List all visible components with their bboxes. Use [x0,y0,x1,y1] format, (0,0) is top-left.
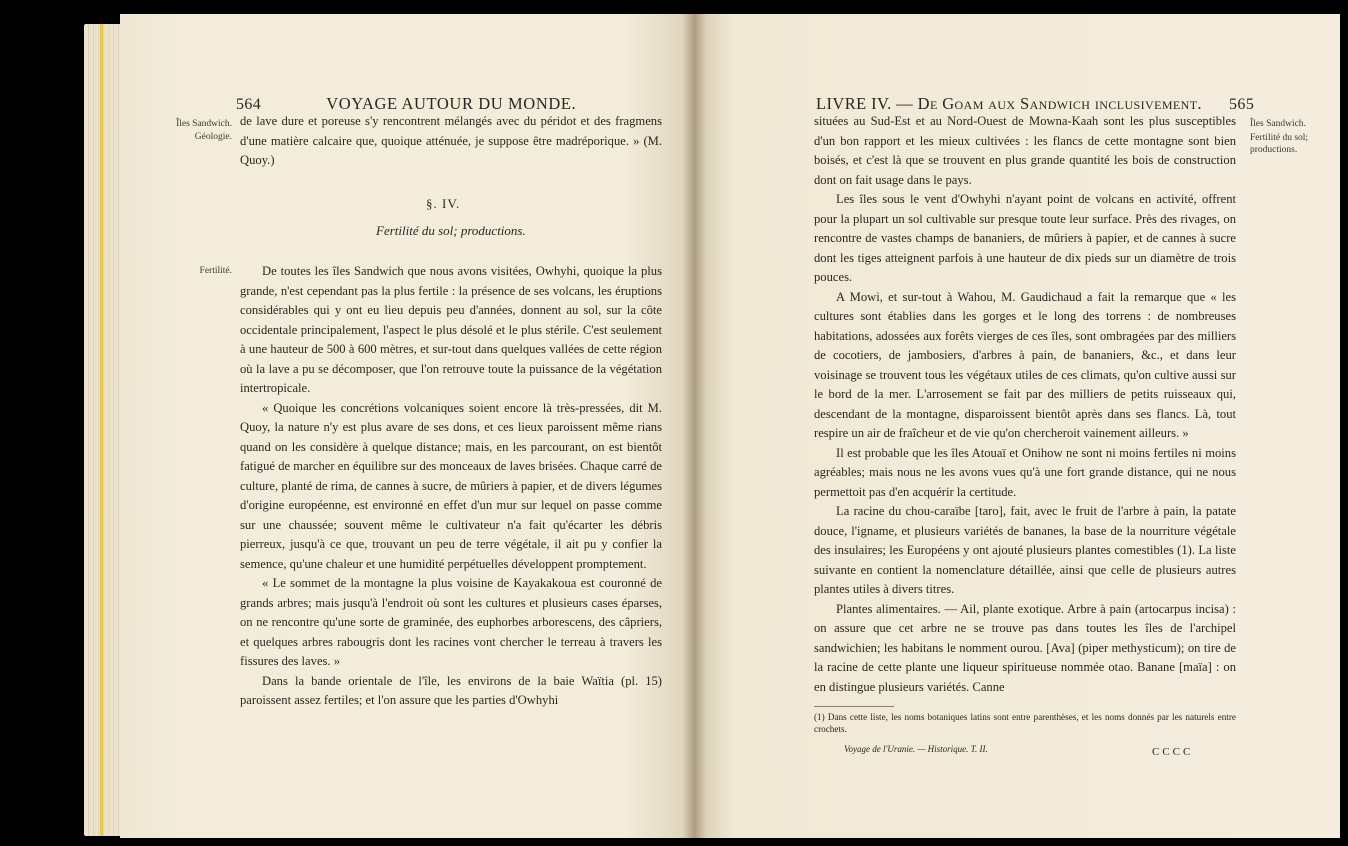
running-title-smallcaps: De Goam aux Sandwich inclusivement. [917,94,1202,113]
left-header [236,94,576,114]
intro-paragraph: de lave dure et poreuse s'y rencontrent mélangés avec du péridot et des fragmens d'une matière calcaire que, quoique atténuée, je suppose être madréporique. » (M. Quoy.) [240,114,662,167]
paragraph: La racine du chou-caraïbe [taro], fait, avec le fruit de l'arbre à pain, la patate douce, l'igname, et plusieurs variétés de bananes, la base de la nourriture végétale des insulaires; les Européens y ont ajouté plusieurs plantes comestibles (1). La liste suivante en contient la nomenclature détaillée, ainsi que celle de plusieurs autres plantes utiles à divers titres. [814,504,1236,596]
gilt-edge [100,24,103,836]
paragraph: Plantes alimentaires. — Ail, plante exotique. Arbre à pain (artocarpus incisa) : on assure que cet arbre ne se trouve pas dans toutes les îles de l'archipel sandwichien; les habitans le nomment ourou. [Ava] (piper methysticum); on tire de la racine de cette plante une liqueur spiritueuse nommée otao. Banane [maïa] : on en distingue plusieurs variétés. Canne [814,601,1236,694]
page-edges [84,24,122,836]
paragraph: De toutes les îles Sandwich que nous avons visitées, Owhyhi, quoique la plus grande, n'est cependant pas la plus fertile : la présence de ses volcans, les éruptions considérables qui y ont eu lieu depuis peu d'années, donnent au sol, sur la côte occidentale principalement, l'aspect le plus désolé et le plus stérile. C'est seulement à une hauteur de 500 à 600 mètres, et sur-tout dans quelques vallées de cette région où la lave a pu se décomposer, que l'on retrouve toute la puissance de la végétation intertropicale. [240,264,662,395]
paragraph: situées au Sud-Est et au Nord-Ouest de Mowna-Kaah sont les plus susceptibles d'un bon rapport et les mieux cultivées : les flancs de cette montagne sont bien boisés, et c'est là que se trouvent en plus grande quantité les bois de construction dont on fait usage dans le pays. [814,114,1236,187]
right-folio: 565 [1229,96,1255,113]
paragraph: « Le sommet de la montagne la plus voisine de Kayakakoua est couronné de grands arbres; mais jusqu'à l'endroit où sont les cultures et plusieurs cases éparses, on ne rencontre qu'une sorte de graminée, des euphorbes arborescens, des câpriers, et quelques arbres rabougris dont les racines vont chercher le terreau à travers les fissures des laves. » [240,576,662,668]
section-number: §. IV. [426,196,461,211]
left-folio: 564 [236,96,262,113]
imprint: Voyage de l'Uranie. — Historique. T. II. [844,744,988,754]
footnote: (1) Dans cette liste, les noms botaniques latins sont entre parenthèses, et les noms donnés par les naturels entre crochets. [814,712,1236,734]
paragraph: « Quoique les concrétions volcaniques soient encore là très-pressées, dit M. Quoy, la nature n'y est plus avare de ses dons, et ces lieux paroissent même rians quand on les considère à quelque distance; mais, en les parcourant, on est bientôt fatigué de marcher en équilibre sur des monceaux de laves brisées. Chaque carré de culture, planté de rima, de cannes à sucre, de mûriers à papier, et de divers légumes d'origine européenne, est environné en effet d'un mur sur lequel on passe comme sur une chaussée; souvent même le cultivateur n'a fait qu'écarter les débris pierreux, jusqu'à ce que, trouvant un peu de terre végétale, il ait pu y confier la semence, qu'une chaleur et une humidité perpétuelles développent promptement. [240,400,662,571]
paragraph: Les îles sous le vent d'Owhyhi n'ayant point de volcans en activité, offrent pour la plupart un sol cultivable sur presque toute leur surface. Près des rivages, on rencontre de vastes champs de bananiers, de mûriers à papier, et de cannes à sucre dont les tiges atteignent parfois à une hauteur de dix pieds sur un diamètre de trois pouces. [814,192,1236,284]
running-title-prefix: LIVRE IV. — [816,94,918,113]
footnote-rule [814,706,894,707]
book-gutter [682,14,706,838]
paragraph: Dans la bande orientale de l'île, les environs de la baie Waïtia (pl. 15) paroissent assez fertiles; et l'on assure que les parties d'Owhyhi [240,673,662,707]
margin-note-fertilite: Fertilité. [199,266,232,276]
right-running-title [816,94,1202,113]
paragraph: Il est probable que les îles Atouaï et Onihow ne sont ni moins fertiles ni moins agréables; mais nous ne les avons vues qu'à une fort grande distance, qui ne nous permettoit pas d'en acquérir la certitude. [814,445,1236,499]
margin-note-geologie: Géologie. [194,132,232,142]
right-header [816,94,1254,114]
right-body-text [814,112,1236,697]
left-page [120,14,694,838]
left-running-title: VOYAGE AUTOUR DU MONDE. [326,94,577,113]
section-title: Fertilité du sol; productions. [376,223,526,238]
margin-note-iles-sandwich-right: Îles Sandwich. [1250,119,1306,129]
open-book [84,14,1340,838]
left-intro-text [240,112,662,171]
right-page [694,14,1340,838]
margin-note-fertilite-productions: Fertilité du sol; productions. [1250,133,1309,155]
paragraph: A Mowi, et sur-tout à Wahou, M. Gaudichaud a fait la remarque que « les cultures sont établies dans les gorges et le long des torrens : de nombreuses habitations, adossées aux forêts vierges de ces îles, sont ombragées par des milliers de cocotiers, de jambosiers, d'arbres à pain, de bananiers, &c., et dans leur voisinage se trouvent tous les végétaux utiles de ces climats, qu'on cultive aussi sur le bord de la mer. L'arrosement se fait par des milliers de petits ruisseaux qui, descendant de la montagne, disparoissent bientôt après dans ses flancs. Là, tout respire un air de fraîcheur et de vie qu'on chercheroit vainement ailleurs. » [814,289,1236,440]
margin-note-iles-sandwich: Îles Sandwich. [176,119,232,129]
signature-mark: CCCC [1152,746,1194,758]
left-body-text [240,262,662,711]
